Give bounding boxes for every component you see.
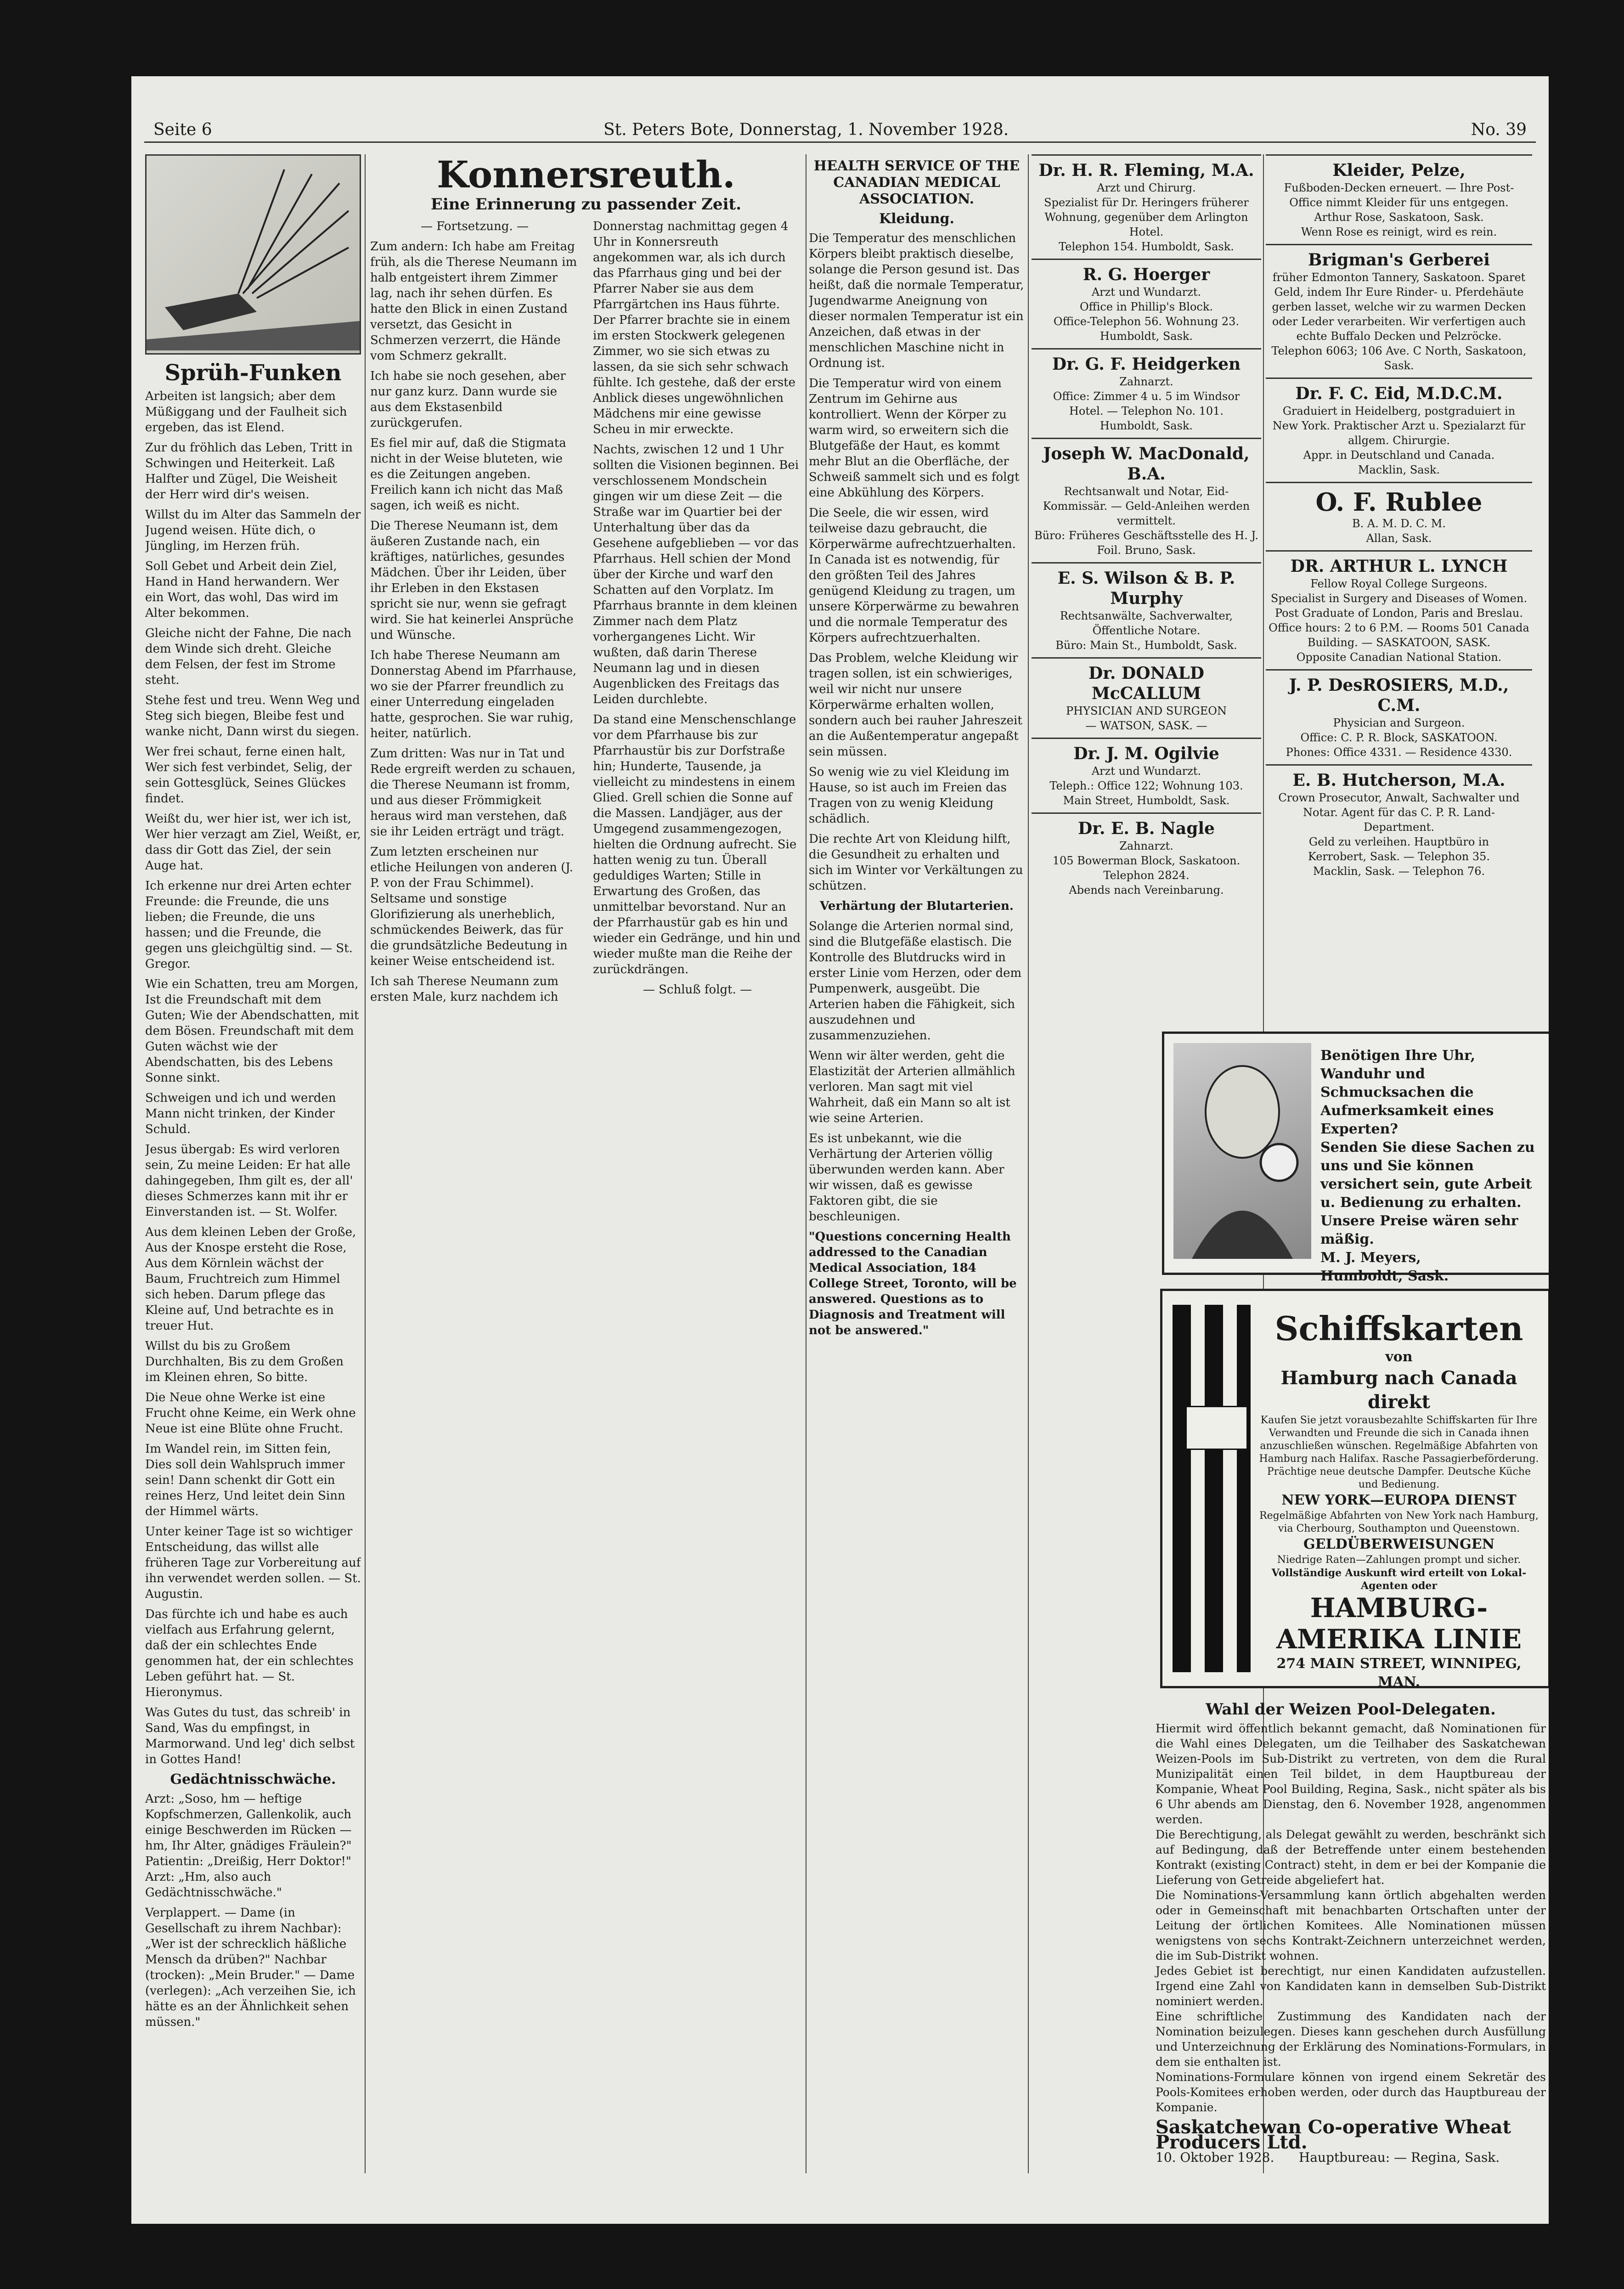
article-paragraph: Ich sah Therese Neumann zum ersten Male, kurz nachdem ich Donnerstag nachmittag gegen 4 Uhr in Konnersreuth angekommen war, als ich durch das Pfarrhaus ging und bei der Pfarrer Naber sie aus dem Pfarrgärtchen ins Haus führte. Der Pfarrer brachte sie in einem im ersten Stockwerk gelegenen Zimmer, wo sie sich etwas zu lassen, da sie sich sehr schwach fühlte. Ich gestehe, daß der erste Anblick dieses ungewöhnlichen Mädchens mir eine gewisse Scheu in mir erweckte. (370, 220, 795, 1004)
verse: Das fürchte ich und habe es auch vielfach aus Erfahrung gelernt, daß der ein schlechtes Ende genommen hat, der ein schlechtes Leben geführt hat. — St. Hieronymus. (145, 1607, 354, 1699)
card-text: Rechtsanwälte, Sachverwalter, Öffentliche Notare. Büro: Main St., Humboldt, Sask. (1055, 609, 1237, 652)
article-paragraph: Die Therese Neumann ist, dem äußeren Zustande nach, ein kräftiges, natürliches, gesundes Mädchen. Über ihr Leiden, über ihr Erleben in den Ekstasen spricht sie nur, wenn sie gefragt wird. Sie hat keinerlei Ansprüche und Wünsche. (370, 519, 574, 642)
running-header (144, 118, 1536, 143)
card-text: Physician and Surgeon. Office: C. P. R. Block, SASKATOON. Phones: Office 4331. — Residence 4330. (1286, 716, 1512, 759)
page-number-left: Seite 6 (153, 120, 212, 139)
article-paragraph: Zum letzten erscheinen nur etliche Heilungen von anderen (J. P. von der Frau Schimmel). Seltsame und sonstige Glorifizierung als unerheblich, schmückendes Beiwerk, das für die grundsätzliche Bedeutung in keiner Weise entscheidend ist. (370, 845, 573, 968)
article-paragraph: Zum dritten: Was nur in Tat und Rede ergreift werden zu schauen, die Therese Neumann ist fromm, und aus dieser Frömmigkeit heraus wird man verstehen, daß sie ihr Leiden erträgt und trägt. (370, 747, 576, 839)
anecdote-text: Verplappert. — Dame (in Gesellschaft zu ihrem Nachbar): „Wer ist der schrecklich häßliche Mensch da drüben?" Nachbar (trocken): „Mein Bruder." — Dame (verlegen): „Ach verzeihen Sie, ich hätte es an der Ähnlichkeit sehen müssen." (145, 1906, 356, 2029)
column-rule (365, 154, 366, 2173)
card-name: Dr. DONALD McCALLUM (1088, 664, 1204, 703)
ship-ad-agents: Vollständige Auskunft wird erteilt von Lokal-Agenten oder (1271, 1567, 1527, 1592)
article-subtitle: Eine Erinnerung zu passender Zeit. (430, 195, 742, 214)
article-title: Konnersreuth. (437, 154, 735, 196)
article-paragraph: Da stand eine Menschenschlange vor dem Pfarrhause bis zur Pfarrhaustür bis zur Dorfstraße hin; Hunderte, Tausende, ja vielleicht zu mindestens in einem Glied. Grell schien die Sonne auf die Massen. Landjäger, aus der Umgegend zusammengezogen, hielten die Ordnung aufrecht. Sie hatten wenig zu tun. Überall geduldiges Warten; Stille in Erwartung des Großen, das unmittelbar bevorstand. Nur an der Pfarrhaustür gab es hin und wieder ein Gedränge, und hin und wieder mußte man die Reihe der zurückdrängen. (593, 713, 801, 976)
notice-date-text: 10. Oktober 1928. (1156, 2150, 1274, 2165)
business-card (1032, 812, 1261, 902)
business-card (1266, 764, 1532, 883)
health-paragraph: Wenn wir älter werden, geht die Elastizität der Arterien allmählich verloren. Man sagt mit viel Wahrheit, daß ein Mann so alt ist wie seine Arterien. (809, 1049, 1015, 1125)
business-card (1032, 259, 1261, 348)
ship-ad-service-info: Regelmäßige Abfahrten von New York nach Hamburg, via Cherbourg, Southampton und Queenstown. (1259, 1510, 1539, 1534)
ship-ad-company: HAMBURG-AMERIKA LINIE (1276, 1592, 1522, 1655)
article-paragraph: Zum andern: Ich habe am Freitag früh, als die Therese Neumann im halb entgeistert ihrem Zimmer lag, nach ihr sehen dürfen. Es hatte den Blick in einen Zustand versetzt, das Gesicht in Schmerzen verzerrt, die Hände vom Schmerz gekrallt. (370, 240, 577, 363)
health-paragraph: Die Temperatur des menschlichen Körpers bleibt praktisch dieselbe, solange die Person gesund ist. Das heißt, daß die normale Temperatur, Jugendwarme Aneignung von dieser normalen Temperatur ist ein Anzeichen, daß etwas in der menschlichen Maschine nicht in Ordnung ist. (809, 231, 1024, 370)
business-card (1266, 482, 1532, 550)
card-name: Kleider, Pelze, (1332, 161, 1466, 180)
card-name: Dr. H. R. Fleming, M.A. (1038, 161, 1254, 180)
newspaper-page (131, 76, 1549, 2224)
health-paragraph: Die Temperatur wird von einem Zentrum im Gehirne aus kontrolliert. Wenn der Körper zu warm wird, so erweitern sich die Blutgefäße der Haut, es kommt mehr Blut an die Oberfläche, der Schweiß sammelt sich und es folgt eine Abkühlung des Körpers. (809, 377, 1020, 500)
verse: Stehe fest und treu. Wenn Weg und Steg sich biegen, Bleibe fest und wanke nicht, Dann wirst du siegen. (145, 693, 360, 739)
column-business-cards (1266, 154, 1532, 1018)
man-with-loupe-icon (1173, 1043, 1311, 1259)
business-card (1266, 154, 1532, 244)
health-section-heading: Verhärtung der Blutarterien. (820, 899, 1014, 913)
verse: Willst du bis zu Großem Durchhalten, Bis zu dem Großen im Kleinen ehren, So bitte. (145, 1339, 344, 1384)
business-card (1032, 562, 1261, 657)
business-card (1032, 438, 1261, 562)
health-title: HEALTH SERVICE OF THE CANADIAN MEDICAL ASSOCIATION. (813, 158, 1020, 207)
flag-stripes (1173, 1305, 1251, 1672)
card-text: Arzt und Wundarzt. Office in Phillip's Block. Office-Telephon 56. Wohnung 23. Humboldt, Sask. (1053, 286, 1240, 343)
health-paragraph: Es ist unbekannt, wie die Verhärtung der Arterien völlig überwunden werden kann. Aber wir wissen, daß es gewisse Faktoren gibt, die sie beschleunigen. (809, 1132, 1004, 1223)
health-paragraph: Solange die Arterien normal sind, sind die Blutgefäße elastisch. Die Kontrolle des Blutdrucks wird in erster Linie vom Herzen, oder dem Pumpenwerk, ausgeübt. Die Arterien haben die Fähigkeit, sich auszudehnen und zusammenzuziehen. (809, 919, 1022, 1043)
ship-ad-info: Kaufen Sie jetzt vorausbezahlte Schiffskarten für Ihre Verwandten und Freunde die sich in Canada ihnen anzuschließen wünschen. Regelmäßige Abfahrten von Hamburg nach Halifax. Rasche Passagierbeförderung. Prächtige neue deutsche Dampfer. Deutsche Küche und Bedienung. (1259, 1415, 1539, 1490)
health-paragraph: Die Seele, die wir essen, wird teilweise dazu gebraucht, die Körperwärme aufrechtzuerhalten. In Canada ist es notwendig, für den größten Teil des Jahres genügend Kleidung zu tragen, um unsere Körperwärme zu bewahren und die normale Temperatur des Körpers aufrechtzuerhalten. (809, 506, 1019, 645)
card-text: Fellow Royal College Surgeons. Specialist in Surgery and Diseases of Women. Post Graduate of London, Paris and Breslau. Office hours: 2 to 6 P.M. — Rooms 501 Canada Building. — SASKATOON, SASK. Opposite Canadian National Station. (1269, 577, 1529, 664)
card-text: Graduiert in Heidelberg, postgraduiert in New York. Praktischer Arzt u. Spezialarzt für allgem. Chirurgie. Appr. in Deutschland und Canada. Macklin, Sask. (1272, 405, 1526, 476)
card-text: B. A. M. D. C. M. Allan, Sask. (1352, 517, 1446, 545)
card-text: Rechtsanwalt und Notar, Eid-Kommissär. — Geld-Anleihen werden vermittelt. Büro: Früheres Geschäftsstelle des H. J. Foil. Bruno, Sask. (1034, 485, 1258, 557)
anecdote-text: Arzt: „Soso, hm — heftige Kopfschmerzen, Gallenkolik, auch einige Beschwerden im Rücken — hm, Ihr Alter, gnädiges Fräulein?" Patientin: „Dreißig, Herr Doktor!" Arzt: „Hm, also auch Gedächtnisschwäche." (145, 1792, 352, 1900)
card-name: Brigman's Gerberei (1308, 250, 1490, 270)
ship-icon (1185, 1406, 1248, 1450)
verse: Zur du fröhlich das Leben, Tritt in Schwingen und Heiterkeit. Laß Halfter und Zügel, Die Weisheit der Herr wird dir's weisen. (145, 441, 353, 502)
notice-date (1156, 2150, 1546, 2165)
wheat-pool-notice (1156, 1702, 1546, 2165)
card-name: Dr. E. B. Nagle (1078, 819, 1215, 838)
verse: Was Gutes du tust, das schreib' in Sand, Was du empfingst, in Marmorwand. Und leg' dich selbst in Gottes Hand! (145, 1706, 355, 1766)
health-paragraph: So wenig wie zu viel Kleidung im Hause, so ist auch im Freien das Tragen von zu wenig Kleidung schädlich. (809, 765, 1009, 826)
card-name: Joseph W. MacDonald, B.A. (1043, 444, 1250, 484)
verse: Im Wandel rein, im Sitten fein, Dies soll dein Wahlspruch immer sein! Dann schenkt dir Gott ein reines Herz, Und leitet dein Sinn der Himmel wärts. (145, 1442, 345, 1518)
card-name: Dr. F. C. Eid, M.D.C.M. (1295, 384, 1503, 403)
article-paragraph: Ich habe sie noch gesehen, aber nur ganz kurz. Dann wurde sie aus dem Ekstasenbild zurückgerufen. (370, 369, 566, 430)
issue-number: No. 39 (1471, 120, 1527, 139)
verse: Willst du im Alter das Sammeln der Jugend weisen. Hüte dich, o Jüngling, im Herzen früh. (145, 508, 361, 553)
watchmaker-advertisement (1162, 1032, 1549, 1284)
ship-ad-money: GELDÜBERWEISUNGEN (1303, 1536, 1494, 1552)
section-title: Sprüh-Funken (164, 360, 342, 386)
health-subtitle: Kleidung. (879, 211, 954, 227)
verse: Weißt du, wer hier ist, wer ich ist, Wer hier verzagt am Ziel, Weißt, er, dass dir Gott das Ziel, der sein Auge hat. (145, 812, 361, 873)
card-name: Dr. J. M. Ogilvie (1073, 744, 1219, 763)
card-name: DR. ARTHUR L. LYNCH (1290, 557, 1508, 576)
card-name: E. S. Wilson & B. P. Murphy (1057, 569, 1235, 608)
business-card (1032, 738, 1261, 812)
article-body (370, 219, 802, 1005)
article-paragraph: Ich habe Therese Neumann am Donnerstag Abend im Pfarrhause, wo sie der Pfarrer freundlich zu einer Unterredung eingeladen hatte, gesprochen. Sie war ruhig, heiter, natürlich. (370, 648, 577, 740)
verse: Jesus übergab: Es wird verloren sein, Zu meine Leiden: Er hat alle dahingegeben, Ihm gilt es, der all' dieses Schmerzes kann mit ihr er Einverstanden ist. — St. Wolfer. (145, 1143, 353, 1219)
verse: Wer frei schaut, ferne einen halt, Wer sich fest verbindet, Selig, der sein Gottesglück, Seines Glückes findet. (145, 745, 352, 806)
article-paragraph: Nachts, zwischen 12 und 1 Uhr sollten die Visionen beginnen. Bei verschlossenem Mondschein gingen wir um diese Zeit — die Straße war im Quartier bei der Unterhaltung über das da Gesehene aufgeblieben — vor das Pfarrhaus. Hell schien der Mond über der Kirche und warf den Schatten auf den Vorplatz. Im Pfarrhaus brannte in dem kleinen Zimmer nach dem Platz vorhergangenes Licht. Wir wußten, daß darin Therese Neumann lag und in diesen Augenblicken des Freitags das Leiden durchlebte. (593, 443, 799, 706)
column-konnersreuth (370, 154, 802, 2171)
business-card (1266, 550, 1532, 669)
card-name: E. B. Hutcherson, M.A. (1292, 771, 1506, 790)
article-paragraph: Es fiel mir auf, daß die Stigmata nicht in der Weise bluteten, wie es die Zeitungen angeben. Freilich kann ich nicht das Maß sagen, ich weiß es nicht. (370, 436, 566, 513)
column-rule (1028, 154, 1029, 2173)
verse: Gleiche nicht der Fahne, Die nach dem Winde sich dreht. Gleiche dem Felsen, der fest im Strome steht. (145, 626, 352, 687)
card-name: J. P. DesROSIERS, M.D., C.M. (1289, 676, 1509, 715)
continuation-note: — Fortsetzung. — (421, 220, 529, 233)
sparks-illustration (145, 154, 361, 355)
notice-title: Wahl der Weizen Pool-Delegaten. (1206, 1700, 1496, 1719)
notice-body: Hiermit wird öffentlich bekannt gemacht, daß Nominationen für die Wahl eines Delegaten, um die Teilhaber des Saskatchewan Weizen-Pools im Sub-Distrikt zu vertreten, von dem die Rural Munizipalität einen Teil bildet, in dem Hauptbureau der Kompanie, Wheat Pool Building, Regina, Sask., nicht später als bis 6 Uhr abends am Dienstag, den 6. November 1928, angenommen werden. Die Berechtigung, als Delegat gewählt zu werden, beschränkt sich auf Bedingung, daß der Betreffende unter einem bestehenden Kontrakt (existing Contract) steht, in dem er bei der Kompanie die Lieferung von Getreide abgeliefert hat. Die Nominations-Versammlung kann örtlich abgehalten werden oder in Gemeinschaft mit benachbarten Ortschaften unter der Leitung der örtlichen Komitees. Alle Nominationen müssen wenigstens von sechs Kontrakt-Zeichnern unterzeichnet werden, die im Sub-Distrikt wohnen. Jedes Gebiet ist berechtigt, nur einen Kandidaten aufzustellen. Irgend eine Zahl von Kandidaten kann in demselben Sub-Distrikt nominiert werden. Eine schriftliche Zustimmung des Kandidaten nach der Nomination beizulegen. Dieses kann geschehen durch Ausfüllung und Unterzeichnung der Erklärung des Nominations-Formulars, in dem sie enthalten ist. Nominations-Formulare können von irgend einem Sekretär des Pools-Komitees erhoben werden, oder durch das Hauptbureau der Kompanie. (1156, 1722, 1546, 2114)
verse: Aus dem kleinen Leben der Große, Aus der Knospe ersteht die Rose, Aus dem Körnlein wächst der Baum, Fruchtreich zum Himmel sich heben. Darum pflege das Kleine auf, Und betrachte es in treuer Hut. (145, 1225, 356, 1333)
card-text: Arzt und Wundarzt. Teleph.: Office 122; Wohnung 103. Main Street, Humboldt, Sask. (1049, 765, 1243, 807)
ship-ad-content (1259, 1309, 1539, 1691)
column-spruehfunken (145, 154, 361, 2171)
column-health-service (809, 154, 1025, 2171)
verse: Ich erkenne nur drei Arten echter Freunde: die Freunde, die uns lieben; die Freunde, die uns hassen; und die Freunde, die gegen uns gleichgültig sind. — St. Gregor. (145, 879, 353, 971)
masthead-date: St. Peters Bote, Donnerstag, 1. November 1928. (603, 120, 1009, 139)
card-name: O. F. Rublee (1315, 487, 1483, 517)
verse: Soll Gebet und Arbeit dein Ziel, Hand in Hand herwandern. Wer ein Wort, das wohl, Das wird im Alter bekommen. (145, 559, 339, 620)
business-card (1266, 244, 1532, 378)
health-disclaimer: "Questions concerning Health addressed to the Canadian Medical Association, 184 College Street, Toronto, will be answered. Questions as to Diagnosis and Treatment will not be answered." (809, 1230, 1017, 1337)
verse: Unter keiner Tage ist so wichtiger Entscheidung, das willst alle früheren Tage zur Vorbereitung auf ihn verwendet werden sollen. — St. Augustin. (145, 1525, 361, 1601)
card-text: Zahnarzt. Office: Zimmer 4 u. 5 im Windsor Hotel. — Telephon No. 101. Humboldt, Sask. (1053, 375, 1240, 432)
ship-ad-address: 274 MAIN STREET, WINNIPEG, MAN. (1276, 1656, 1522, 1690)
verse: Arbeiten ist langsich; aber dem Müßiggang und der Faulheit sich ergeben, das ist Elend. (145, 389, 347, 434)
business-card (1266, 378, 1532, 482)
verse: Die Neue ohne Werke ist eine Frucht ohne Keime, ein Werk ohne Neue ist eine Blüte ohne Frucht. (145, 1391, 356, 1436)
ship-ad-von: von (1385, 1349, 1413, 1365)
watchmaker-portrait (1173, 1043, 1311, 1259)
notice-signature: Saskatchewan Co-operative Wheat Producers Ltd. (1156, 2116, 1511, 2153)
card-text: PHYSICIAN AND SURGEON — WATSON, SASK. — (1066, 705, 1227, 732)
shipping-advertisement (1160, 1289, 1549, 1688)
notice-office: Hauptbureau: — Regina, Sask. (1298, 2150, 1500, 2165)
verse: Schweigen und ich und werden Mann nicht trinken, der Kinder Schuld. (145, 1091, 336, 1136)
card-text: früher Edmonton Tannery, Saskatoon. Sparet Geld, indem Ihr Eure Rinder- u. Pferdehäute gerben lasset, welche wir zu warmen Decken oder Leder verarbeiten. Wir verfertigen auch echte Buffalo Decken und Pelzröcke. Telephon 6063; 106 Ave. C North, Saskatoon, Sask. (1271, 271, 1527, 372)
business-card (1032, 348, 1261, 438)
card-text: Fußboden-Decken erneuert. — Ihre Post-Office nimmt Kleider für uns entgegen. Arthur Rose, Saskatoon, Sask. Wenn Rose es reinigt, wird es rein. (1284, 181, 1514, 238)
card-text: Zahnarzt. 105 Bowerman Block, Saskatoon. Telephon 2824. Abends nach Vereinbarung. (1052, 840, 1241, 896)
business-card (1032, 657, 1261, 738)
health-paragraph: Das Problem, welche Kleidung wir tragen sollen, ist ein schwieriges, weil wir nicht nur unsere Körperwärme erhalten wollen, sondern auch bei rauher Jahreszeit an die Außentemperatur angepaßt sein müssen. (809, 651, 1022, 759)
card-name: Dr. G. F. Heidgerken (1052, 355, 1241, 374)
business-card (1266, 669, 1532, 764)
health-paragraph: Die rechte Art von Kleidung hilft, die Gesundheit zu erhalten und sich im Winter vor Verkältungen zu schützen. (809, 832, 1023, 893)
ship-ad-route: Hamburg nach Canada direkt (1280, 1367, 1517, 1413)
ship-ad-money-info: Niedrige Raten—Zahlungen prompt und sicher. (1277, 1554, 1521, 1566)
column-professional-cards (1032, 154, 1261, 1018)
to-be-continued: — Schluß folgt. — (643, 983, 752, 997)
card-text: Crown Prosecutor, Anwalt, Sachwalter und Notar. Agent für das C. P. R. Land-Department. Geld zu verleihen. Hauptbüro in Kerrobert, Sask. — Telephon 35. Macklin, Sask. — Telephon 76. (1278, 791, 1520, 878)
verse: Wie ein Schatten, treu am Morgen, Ist die Freundschaft mit dem Guten; Wie der Abendschatten, mit dem Bösen. Freundschaft mit dem Guten wächst wie der Abendschatten, bis des Lebens Sonne sinkt. (145, 977, 359, 1085)
card-text: Arzt und Chirurg. Spezialist für Dr. Heringers früherer Wohnung, gegenüber dem Arlington Hotel. Telephon 154. Humboldt, Sask. (1044, 181, 1249, 253)
ship-ad-title: Schiffskarten (1274, 1309, 1523, 1348)
ship-ad-service: NEW YORK—EUROPA DIENST (1281, 1492, 1517, 1508)
business-card (1032, 154, 1261, 259)
anecdote-title: Gedächtnisschwäche. (170, 1771, 336, 1787)
anvil-sparks-icon (147, 156, 360, 350)
watch-ad-text: Benötigen Ihre Uhr, Wanduhr und Schmucksachen die Aufmerksamkeit eines Experten? Senden Sie diese Sachen zu uns und Sie können versichert sein, gute Arbeit u. Bedienung zu erhalten. Unsere Preise wären sehr mäßig. M. J. Meyers, Humboldt, Sask. (1320, 1048, 1535, 1284)
card-name: R. G. Hoerger (1083, 265, 1210, 284)
